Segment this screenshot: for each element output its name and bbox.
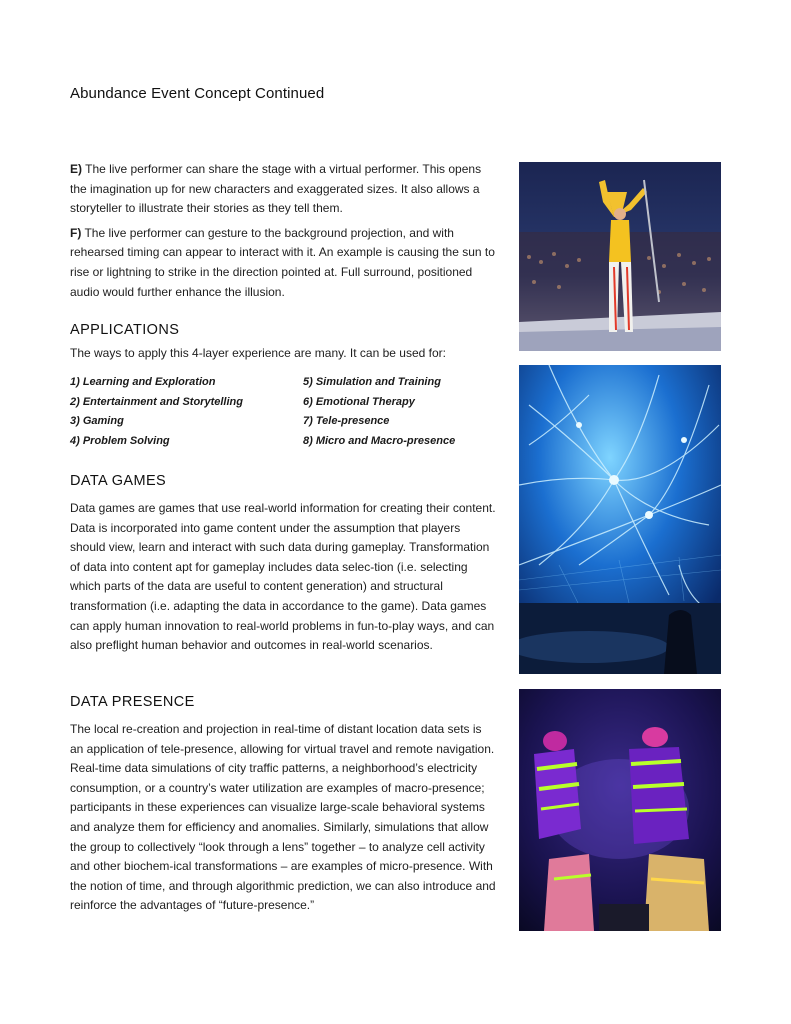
list-item: 3) Gaming — [70, 415, 124, 428]
data-presence-section — [70, 694, 498, 916]
applications-heading: APPLICATIONS — [70, 322, 180, 338]
intro-section — [70, 160, 498, 302]
page-title: Abundance Event Concept Continued — [70, 85, 325, 102]
data-presence-text: The local re-creation and projection in real-time of distant location data sets is an application of tele-presence, allowing for virtual travel and remote navigation. Real-time data simulations of city traffic patterns, a neighborhood’s electricity consumption, or a country’s water utilization are examples of macro-presence; participants in these experiences can visualize large-scale behavioral systems and analyze them for efficiency and anomalies. Similarly, simulations that allow the group to collectively “look through a lens” together – to analyze cell activity and other biochem-ical transformations – are examples of micro-presence. With the notion of time, and through algorithmic prediction, we can also introduce and reinforce the advantages of “future-presence.” — [70, 722, 496, 913]
data-presence-heading: DATA PRESENCE — [70, 694, 195, 710]
list-item: 8) Micro and Macro-presence — [303, 434, 456, 447]
data-games-heading: DATA GAMES — [70, 473, 167, 489]
paragraph-f — [70, 224, 498, 302]
list-item: 6) Emotional Therapy — [303, 395, 415, 408]
data-games-section — [70, 473, 498, 656]
list-item: 1) Learning and Exploration — [70, 376, 216, 388]
list-item: 7) Tele-presence — [303, 415, 390, 428]
list-item: 2) Entertainment and Storytelling — [70, 395, 243, 408]
applications-section — [70, 322, 498, 364]
paragraph-e — [70, 160, 498, 219]
neon-costume-photo — [519, 689, 721, 931]
list-item: 5) Simulation and Training — [303, 376, 441, 388]
paragraph-e-lead: E) — [70, 162, 82, 176]
list-item: 4) Problem Solving — [70, 434, 170, 447]
paragraph-f-text: The live performer can gesture to the background projection, and with rehearsed timing can appear to interact with it. An example is causing the sun to rise or lightning to strike in the direction pointed at. Full surround, positioned audio would further enhance the illusion. — [70, 225, 495, 299]
paragraph-f-lead: F) — [70, 225, 82, 240]
applications-intro: The ways to apply this 4-layer experience are many. It can be used for: — [70, 346, 446, 360]
data-games-text: Data games are games that use real-world information for creating their content. Data is incorporated into game content under the assumption that players should view, learn and interact with such data during gameplay. Transformation of data into content apt for gameplay includes data selec-tion (i.e. selecting which parts of the data are useful to content generation) and structural transformation (i.e. adapting the data in accordance to the game). Data games can apply human innovation to real-world problems in fun-to-play ways, and can also preflight human behavior and outcomes in real-world scenarios. — [70, 501, 496, 653]
paragraph-e-text: The live performer can share the stage with a virtual performer. This opens the imagination up for new characters and exaggerated sizes. It also allows a storyteller to illustrate their stories as they tell them. — [70, 162, 482, 216]
neural-dome-photo — [519, 365, 721, 674]
performer-photo — [519, 162, 721, 351]
